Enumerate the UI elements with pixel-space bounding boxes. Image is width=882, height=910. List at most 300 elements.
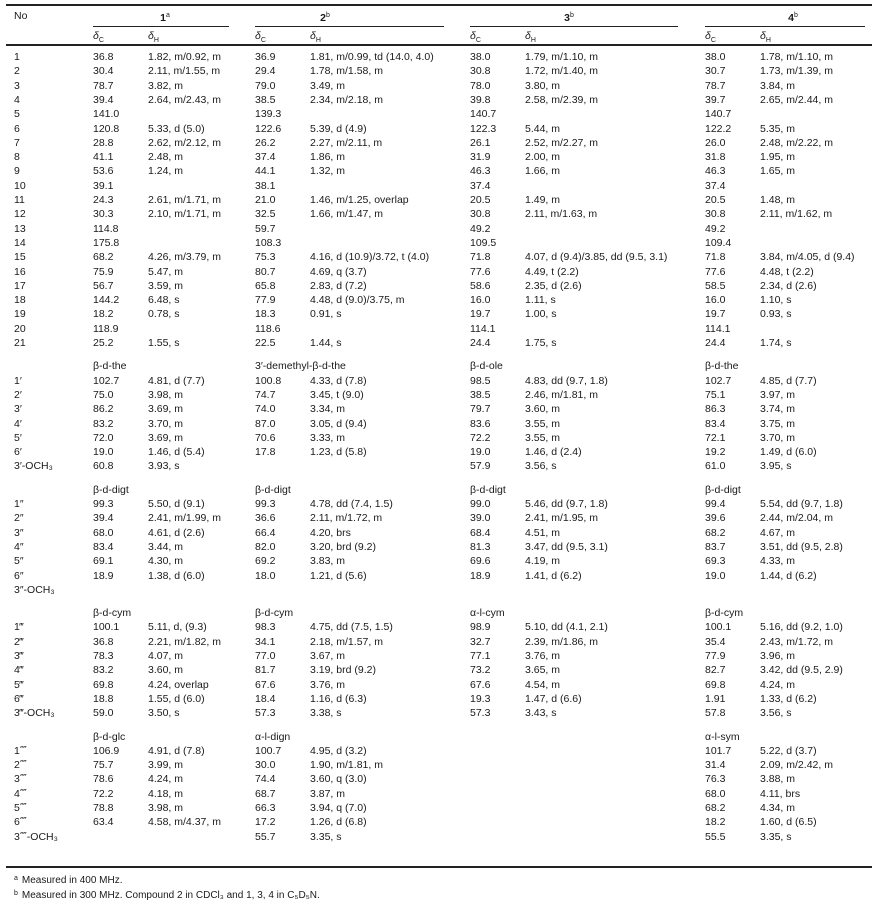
- delta-c-value: 74.7: [255, 388, 276, 401]
- delta-c-value: 26.1: [470, 136, 491, 149]
- delta-c-value: 99.3: [93, 498, 114, 510]
- delta-h-value: 3.69, m: [148, 403, 184, 416]
- sugar-unit-name: 3′-demethyl-β-d-the: [255, 360, 346, 373]
- delta-c-value: 118.6: [255, 322, 281, 335]
- row-position-label: 4⁗: [14, 787, 27, 800]
- delta-c-value: 59.0: [93, 707, 114, 720]
- delta-c-value: 30.8: [705, 208, 726, 221]
- delta-c-value: 20.5: [705, 194, 726, 206]
- row-position-label: 12: [14, 208, 26, 221]
- delta-c-value: 77.0: [255, 650, 276, 662]
- delta-c-value: 38.0: [705, 51, 726, 63]
- delta-h-value: 3.67, m: [310, 650, 346, 662]
- delta-h-value: 1.32, m: [310, 165, 346, 178]
- delta-c-value: 81.7: [255, 664, 276, 677]
- delta-c-value: 21.0: [255, 194, 276, 206]
- delta-c-value: 77.1: [470, 650, 491, 662]
- row-position-label: 3′: [14, 403, 22, 416]
- delta-h-value: 4.07, d (9.4)/3.85, dd (9.5, 3.1): [525, 251, 668, 264]
- delta-h-value: 3.70, m: [760, 431, 796, 444]
- table-top-rule: [6, 4, 872, 6]
- delta-c-value: 75.9: [93, 265, 114, 278]
- delta-h-value: 1.11, s: [525, 294, 556, 307]
- delta-c-value: 83.4: [93, 540, 114, 553]
- delta-h-value: 5.39, d (4.9): [310, 122, 367, 135]
- delta-h-value: 4.48, t (2.2): [760, 265, 814, 278]
- delta-c-value: 55.5: [705, 830, 726, 843]
- delta-h-value: 3.98, m: [148, 802, 184, 814]
- delta-h-value: 1.44, d (6.2): [760, 569, 817, 582]
- delta-c-value: 175.8: [93, 236, 120, 249]
- delta-h-value: 3.60, m: [525, 403, 561, 416]
- delta-h-value: 2.09, m/2.42, m: [760, 759, 833, 772]
- delta-c-value: 18.9: [93, 569, 114, 582]
- subheader-delta-c: $\delta_C$: [93, 30, 104, 45]
- row-position-label: 17: [14, 279, 26, 292]
- delta-c-value: 30.0: [255, 759, 276, 772]
- delta-h-value: 5.50, d (9.1): [148, 498, 205, 510]
- delta-h-value: 3.69, m: [148, 431, 184, 444]
- row-position-label: 18: [14, 294, 26, 307]
- delta-c-value: 58.5: [705, 279, 726, 292]
- delta-h-value: 2.27, m/2.11, m: [310, 136, 383, 149]
- delta-h-value: 1.24, m: [148, 165, 184, 178]
- delta-c-value: 69.1: [93, 555, 114, 568]
- subheader-delta-h: $\delta_H$: [525, 30, 536, 45]
- sugar-unit-name: β-d-ole: [470, 360, 503, 373]
- row-position-label: 1⁗: [14, 744, 27, 757]
- delta-c-value: 67.6: [255, 678, 276, 691]
- delta-h-value: 1.82, m/0.92, m: [148, 51, 221, 63]
- delta-h-value: 4.24, overlap: [148, 678, 209, 691]
- delta-h-value: 3.35, s: [760, 830, 792, 843]
- delta-c-value: 46.3: [705, 165, 726, 178]
- row-position-label: 4′: [14, 417, 22, 430]
- sugar-unit-name: β-d-the: [705, 360, 739, 373]
- delta-c-value: 98.3: [255, 621, 276, 634]
- delta-h-value: 4.24, m: [148, 773, 184, 786]
- delta-c-value: 57.3: [255, 707, 276, 720]
- delta-c-value: 32.7: [470, 635, 491, 648]
- delta-c-value: 66.4: [255, 526, 276, 539]
- delta-h-value: 3.80, m: [525, 79, 561, 92]
- delta-c-value: 36.8: [93, 635, 114, 648]
- compound-3-rule: [470, 26, 678, 27]
- delta-c-value: 24.4: [470, 337, 491, 349]
- delta-c-value: 17.2: [255, 816, 276, 829]
- delta-c-value: 77.9: [705, 650, 726, 662]
- delta-c-value: 78.6: [93, 773, 114, 786]
- delta-h-value: 3.05, d (9.4): [310, 417, 367, 430]
- row-position-label: 4: [14, 93, 20, 106]
- delta-c-value: 38.0: [470, 51, 491, 63]
- delta-c-value: 19.0: [470, 446, 491, 459]
- delta-h-value: 2.52, m/2.27, m: [525, 136, 598, 149]
- delta-h-value: 3.60, q (3.0): [310, 773, 367, 786]
- delta-h-value: 1.66, m/1.47, m: [310, 208, 383, 221]
- delta-h-value: 0.78, s: [148, 308, 180, 321]
- header-compound-3: 3$^b$: [564, 12, 574, 24]
- delta-h-value: 3.99, m: [148, 759, 184, 772]
- delta-c-value: 140.7: [705, 108, 732, 121]
- delta-h-value: 2.64, m/2.43, m: [148, 93, 221, 106]
- delta-c-value: 122.6: [255, 122, 282, 135]
- delta-c-value: 108.3: [255, 236, 282, 249]
- delta-h-value: 1.49, d (6.0): [760, 446, 817, 459]
- delta-h-value: 2.41, m/1.99, m: [148, 512, 221, 525]
- delta-h-value: 1.73, m/1.39, m: [760, 65, 833, 78]
- delta-c-value: 77.6: [705, 265, 726, 278]
- delta-c-value: 30.8: [470, 65, 491, 78]
- delta-h-value: 3.51, dd (9.5, 2.8): [760, 540, 843, 553]
- delta-c-value: 72.0: [93, 431, 114, 444]
- footnote-a: $^a$ Measured in 400 MHz.: [14, 875, 123, 886]
- delta-c-value: 99.4: [705, 498, 726, 510]
- row-position-label: 5′: [14, 431, 22, 444]
- delta-h-value: 1.90, m/1.81, m: [310, 759, 383, 772]
- sugar-unit-name: β-d-the: [93, 360, 127, 373]
- delta-c-value: 49.2: [470, 222, 491, 235]
- row-position-label: 20: [14, 322, 26, 335]
- subheader-delta-h: $\delta_H$: [148, 30, 159, 45]
- delta-c-value: 44.1: [255, 165, 276, 178]
- delta-h-value: 3.87, m: [310, 787, 346, 800]
- delta-c-value: 86.3: [705, 403, 726, 416]
- delta-h-value: 4.78, dd (7.4, 1.5): [310, 498, 393, 510]
- delta-h-value: 1.21, d (5.6): [310, 569, 367, 582]
- sugar-unit-name: α-l-dign: [255, 730, 291, 743]
- delta-c-value: 106.9: [93, 744, 120, 757]
- delta-h-value: 2.41, m/1.95, m: [525, 512, 598, 525]
- delta-c-value: 39.4: [93, 93, 114, 106]
- delta-h-value: 2.10, m/1.71, m: [148, 208, 221, 221]
- delta-c-value: 28.8: [93, 136, 114, 149]
- delta-h-value: 5.22, d (3.7): [760, 744, 817, 757]
- delta-h-value: 4.24, m: [760, 678, 796, 691]
- delta-c-value: 98.5: [470, 374, 491, 387]
- delta-c-value: 78.7: [705, 79, 726, 92]
- delta-c-value: 83.2: [93, 417, 114, 430]
- delta-c-value: 83.2: [93, 664, 114, 677]
- delta-h-value: 3.82, m: [148, 79, 184, 92]
- delta-c-value: 57.9: [470, 460, 491, 473]
- delta-c-value: 68.2: [705, 526, 726, 539]
- delta-h-value: 3.76, m: [310, 678, 346, 691]
- delta-c-value: 78.0: [470, 79, 491, 92]
- sugar-unit-name: α-l-sym: [705, 730, 740, 743]
- delta-c-value: 120.8: [93, 122, 120, 135]
- delta-c-value: 17.8: [255, 446, 276, 459]
- row-position-label: 3′-OCH₃: [14, 460, 53, 473]
- delta-h-value: 5.10, dd (4.1, 2.1): [525, 621, 608, 634]
- delta-h-value: 3.98, m: [148, 388, 184, 401]
- row-position-label: 5‴: [14, 678, 24, 691]
- sugar-unit-name: β-d-glc: [93, 730, 126, 743]
- delta-c-value: 69.6: [470, 555, 491, 568]
- delta-c-value: 109.4: [705, 236, 732, 249]
- delta-h-value: 1.66, m: [525, 165, 561, 178]
- delta-h-value: 3.55, m: [525, 417, 561, 430]
- delta-c-value: 68.0: [93, 526, 114, 539]
- sugar-unit-name: β-d-cym: [255, 607, 294, 620]
- delta-h-value: 1.47, d (6.6): [525, 692, 582, 705]
- delta-c-value: 19.0: [93, 446, 114, 459]
- sugar-unit-name: β-d-digt: [255, 483, 291, 496]
- delta-h-value: 1.10, s: [760, 294, 792, 307]
- delta-h-value: 1.78, m/1.58, m: [310, 65, 383, 78]
- delta-c-value: 68.7: [255, 787, 276, 800]
- sugar-unit-name: β-d-cym: [93, 607, 132, 620]
- delta-c-value: 114.1: [705, 322, 731, 335]
- delta-h-value: 5.11, d, (9.3): [148, 621, 207, 634]
- delta-h-value: 1.75, s: [525, 337, 557, 349]
- delta-c-value: 83.4: [705, 417, 726, 430]
- delta-c-value: 37.4: [470, 179, 491, 192]
- delta-h-value: 2.46, m/1.81, m: [525, 388, 598, 401]
- delta-h-value: 3.42, dd (9.5, 2.9): [760, 664, 843, 677]
- delta-c-value: 109.5: [470, 236, 497, 249]
- delta-h-value: 2.11, m/1.63, m: [525, 208, 598, 221]
- delta-c-value: 100.1: [93, 621, 120, 634]
- delta-h-value: 3.88, m: [760, 773, 796, 786]
- delta-c-value: 100.7: [255, 744, 282, 757]
- delta-c-value: 19.7: [470, 308, 491, 321]
- delta-c-value: 72.2: [93, 787, 114, 800]
- delta-c-value: 26.2: [255, 136, 276, 149]
- delta-h-value: 2.83, d (7.2): [310, 279, 367, 292]
- delta-h-value: 2.39, m/1.86, m: [525, 635, 598, 648]
- delta-h-value: 4.51, m: [525, 526, 561, 539]
- delta-c-value: 18.9: [470, 569, 491, 582]
- delta-c-value: 65.8: [255, 279, 276, 292]
- row-position-label: 3: [14, 79, 20, 92]
- delta-c-value: 20.5: [470, 194, 491, 206]
- delta-h-value: 2.34, m/2.18, m: [310, 93, 383, 106]
- row-position-label: 4″: [14, 540, 24, 553]
- delta-c-value: 82.0: [255, 540, 276, 553]
- delta-h-value: 4.67, m: [760, 526, 796, 539]
- delta-c-value: 16.0: [705, 294, 726, 307]
- delta-c-value: 38.5: [470, 388, 491, 401]
- delta-h-value: 3.93, s: [148, 460, 180, 473]
- row-position-label: 1‴: [14, 621, 24, 634]
- delta-c-value: 24.4: [705, 337, 726, 349]
- delta-h-value: 4.33, d (7.8): [310, 374, 367, 387]
- delta-h-value: 4.95, d (3.2): [310, 744, 367, 757]
- delta-c-value: 18.0: [255, 569, 276, 582]
- row-position-label: 5⁗: [14, 802, 27, 814]
- delta-h-value: 1.41, d (6.2): [525, 569, 582, 582]
- delta-c-value: 39.4: [93, 512, 114, 525]
- delta-c-value: 59.7: [255, 222, 276, 235]
- delta-c-value: 68.4: [470, 526, 491, 539]
- delta-c-value: 32.5: [255, 208, 276, 221]
- delta-c-value: 75.1: [705, 388, 726, 401]
- delta-c-value: 114.8: [93, 222, 119, 235]
- delta-h-value: 1.00, s: [525, 308, 557, 321]
- delta-c-value: 68.2: [705, 802, 726, 814]
- delta-h-value: 2.21, m/1.82, m: [148, 635, 221, 648]
- row-position-label: 19: [14, 308, 26, 321]
- delta-h-value: 1.46, m/1.25, overlap: [310, 194, 409, 206]
- delta-h-value: 4.58, m/4.37, m: [148, 816, 221, 829]
- delta-c-value: 46.3: [470, 165, 491, 178]
- row-position-label: 13: [14, 222, 26, 235]
- delta-h-value: 2.34, d (2.6): [760, 279, 817, 292]
- delta-h-value: 3.96, m: [760, 650, 796, 662]
- delta-c-value: 53.6: [93, 165, 114, 178]
- delta-c-value: 1.91: [705, 692, 726, 705]
- delta-c-value: 24.3: [93, 194, 114, 206]
- delta-c-value: 35.4: [705, 635, 726, 648]
- delta-c-value: 80.7: [255, 265, 276, 278]
- delta-c-value: 141.0: [93, 108, 120, 121]
- delta-c-value: 79.0: [255, 79, 276, 92]
- delta-h-value: 3.84, m: [760, 79, 796, 92]
- delta-c-value: 73.2: [470, 664, 491, 677]
- delta-h-value: 3.47, dd (9.5, 3.1): [525, 540, 608, 553]
- delta-h-value: 4.85, d (7.7): [760, 374, 817, 387]
- delta-c-value: 60.8: [93, 460, 114, 473]
- delta-h-value: 4.26, m/3.79, m: [148, 251, 221, 264]
- delta-c-value: 18.4: [255, 692, 276, 705]
- delta-c-value: 87.0: [255, 417, 276, 430]
- row-position-label: 6′: [14, 446, 22, 459]
- header-compound-2: 2$^b$: [320, 12, 330, 24]
- delta-c-value: 69.8: [705, 678, 726, 691]
- delta-h-value: 5.35, m: [760, 122, 796, 135]
- delta-c-value: 19.0: [705, 569, 726, 582]
- delta-c-value: 18.3: [255, 308, 276, 321]
- footnote-b: $^b$ Measured in 300 MHz. Compound 2 in CDCl₃ and 1, 3, 4 in C₅D₅N.: [14, 890, 320, 901]
- row-position-label: 3⁗: [14, 773, 27, 786]
- delta-c-value: 101.7: [705, 744, 732, 757]
- delta-c-value: 75.3: [255, 251, 276, 264]
- delta-h-value: 1.46, d (2.4): [525, 446, 582, 459]
- delta-h-value: 1.79, m/1.10, m: [525, 51, 598, 63]
- delta-c-value: 36.6: [255, 512, 276, 525]
- header-bottom-rule: [6, 44, 872, 46]
- delta-c-value: 75.7: [93, 759, 114, 772]
- row-position-label: 1″: [14, 498, 24, 510]
- delta-h-value: 3.65, m: [525, 664, 561, 677]
- delta-c-value: 71.8: [470, 251, 491, 264]
- delta-h-value: 3.59, m: [148, 279, 184, 292]
- delta-h-value: 0.93, s: [760, 308, 792, 321]
- delta-c-value: 140.7: [470, 108, 497, 121]
- delta-h-value: 4.54, m: [525, 678, 561, 691]
- row-position-label: 5″: [14, 555, 24, 568]
- row-position-label: 3‴: [14, 650, 24, 662]
- delta-c-value: 68.0: [705, 787, 726, 800]
- delta-c-value: 78.8: [93, 802, 114, 814]
- table-bottom-rule: [6, 866, 872, 868]
- delta-c-value: 30.8: [470, 208, 491, 221]
- delta-c-value: 38.1: [255, 179, 276, 192]
- delta-h-value: 1.65, m: [760, 165, 796, 178]
- delta-h-value: 4.49, t (2.2): [525, 265, 579, 278]
- delta-h-value: 3.95, s: [760, 460, 792, 473]
- delta-h-value: 4.83, dd (9.7, 1.8): [525, 374, 608, 387]
- delta-c-value: 41.1: [93, 151, 114, 164]
- delta-h-value: 3.34, m: [310, 403, 346, 416]
- delta-h-value: 2.11, m/1.62, m: [760, 208, 833, 221]
- delta-h-value: 3.56, s: [760, 707, 792, 720]
- delta-c-value: 122.2: [705, 122, 732, 135]
- delta-c-value: 102.7: [705, 374, 732, 387]
- sugar-unit-name: β-d-digt: [93, 483, 129, 496]
- delta-h-value: 5.47, m: [148, 265, 184, 278]
- delta-h-value: 1.74, s: [760, 337, 792, 349]
- delta-h-value: 4.61, d (2.6): [148, 526, 205, 539]
- delta-h-value: 1.86, m: [310, 151, 346, 164]
- delta-h-value: 3.45, t (9.0): [310, 388, 364, 401]
- delta-h-value: 4.07, m: [148, 650, 184, 662]
- delta-h-value: 3.38, s: [310, 707, 342, 720]
- delta-h-value: 0.91, s: [310, 308, 342, 321]
- delta-c-value: 77.9: [255, 294, 276, 307]
- delta-c-value: 19.7: [705, 308, 726, 321]
- delta-h-value: 3.33, m: [310, 431, 346, 444]
- delta-h-value: 4.75, dd (7.5, 1.5): [310, 621, 393, 634]
- delta-c-value: 37.4: [705, 179, 726, 192]
- delta-h-value: 3.49, m: [310, 79, 346, 92]
- row-position-label: 9: [14, 165, 20, 178]
- compound-4-rule: [705, 26, 865, 27]
- delta-h-value: 1.60, d (6.5): [760, 816, 817, 829]
- delta-c-value: 18.2: [93, 308, 114, 321]
- delta-c-value: 99.3: [255, 498, 276, 510]
- delta-c-value: 99.0: [470, 498, 491, 510]
- delta-c-value: 39.1: [93, 179, 114, 192]
- delta-c-value: 82.7: [705, 664, 726, 677]
- delta-h-value: 1.44, s: [310, 337, 342, 349]
- delta-h-value: 4.34, m: [760, 802, 796, 814]
- delta-c-value: 39.0: [470, 512, 491, 525]
- delta-h-value: 4.91, d (7.8): [148, 744, 205, 757]
- delta-h-value: 1.16, d (6.3): [310, 692, 367, 705]
- delta-h-value: 1.81, m/0.99, td (14.0, 4.0): [310, 51, 434, 63]
- delta-c-value: 102.7: [93, 374, 120, 387]
- row-position-label: 1: [14, 51, 20, 63]
- delta-c-value: 139.3: [255, 108, 282, 121]
- delta-c-value: 34.1: [255, 635, 276, 648]
- delta-c-value: 75.0: [93, 388, 114, 401]
- delta-c-value: 78.3: [93, 650, 114, 662]
- delta-c-value: 68.2: [93, 251, 114, 264]
- delta-c-value: 86.2: [93, 403, 114, 416]
- delta-h-value: 4.19, m: [525, 555, 561, 568]
- delta-c-value: 83.6: [470, 417, 491, 430]
- delta-c-value: 69.3: [705, 555, 726, 568]
- delta-h-value: 1.33, d (6.2): [760, 692, 817, 705]
- delta-c-value: 74.0: [255, 403, 276, 416]
- row-position-label: 6″: [14, 569, 24, 582]
- delta-c-value: 71.8: [705, 251, 726, 264]
- delta-c-value: 29.4: [255, 65, 276, 78]
- row-position-label: 2‴: [14, 635, 24, 648]
- row-position-label: 6: [14, 122, 20, 135]
- delta-h-value: 4.30, m: [148, 555, 184, 568]
- delta-c-value: 31.4: [705, 759, 726, 772]
- subheader-delta-c: $\delta_C$: [255, 30, 266, 45]
- delta-h-value: 3.20, brd (9.2): [310, 540, 376, 553]
- row-position-label: 6‴: [14, 692, 24, 705]
- delta-c-value: 76.3: [705, 773, 726, 786]
- delta-c-value: 57.3: [470, 707, 491, 720]
- delta-c-value: 83.7: [705, 540, 726, 553]
- delta-c-value: 16.0: [470, 294, 491, 307]
